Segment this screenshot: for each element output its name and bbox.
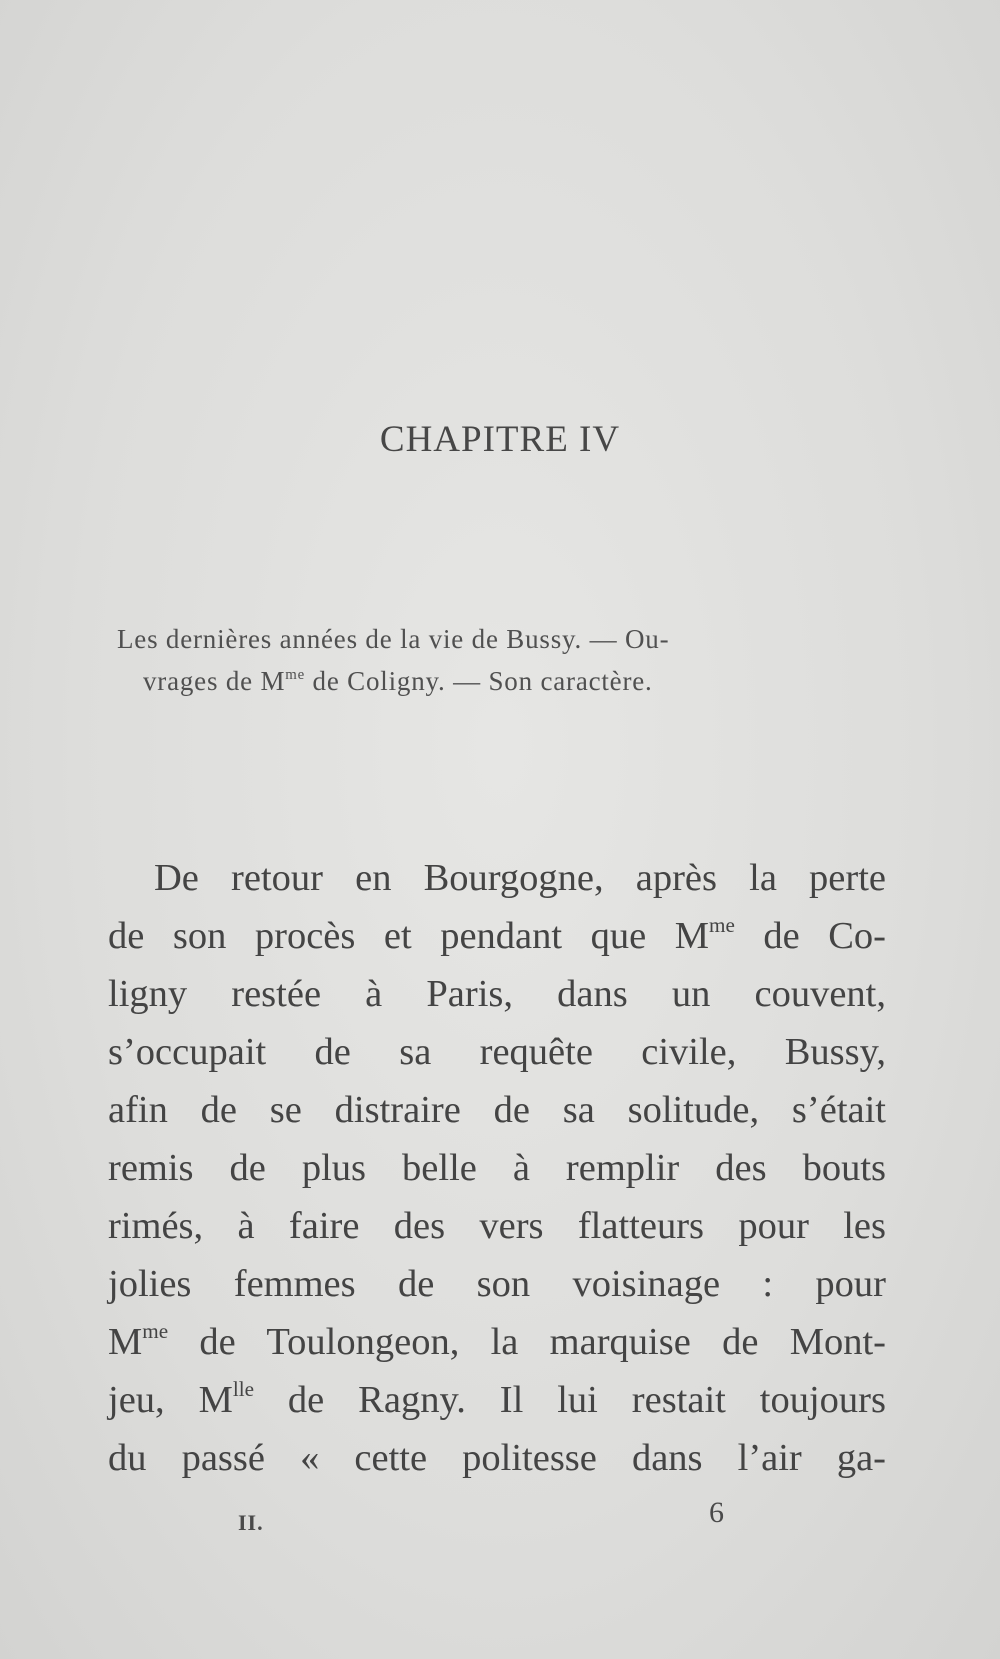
signature-mark: II. — [238, 1510, 264, 1535]
chapter-summary — [117, 618, 887, 702]
body-line: $M^{me}$ de Toulongeon, la marquise de Mont- — [108, 1319, 886, 1363]
summary-line: Les dernières années de la vie de Bussy. — Ou- — [117, 624, 670, 654]
body-line: rimés, à faire des vers flatteurs pour les — [108, 1205, 886, 1247]
body-line: s’occupait de sa requête civile, Bussy, — [108, 1031, 886, 1073]
body-line: remis de plus belle à remplir des bouts — [108, 1147, 886, 1189]
body-line: afin de se distraire de sa solitude, s’était — [108, 1089, 886, 1131]
page-footer — [0, 1496, 1000, 1536]
chapter-title: CHAPITRE IV — [379, 419, 621, 460]
body-line: De retour en Bourgogne, après la perte — [154, 857, 886, 899]
page-number: 6 — [709, 1496, 724, 1529]
body-line: de son procès et pendant que $M^{me}$ de Co- — [108, 913, 886, 957]
body-paragraph — [108, 849, 886, 1487]
summary-line: vrages de $M^{me}$ de Coligny. — Son caractère. — [143, 666, 653, 696]
body-line: du passé « cette politesse dans l’air ga- — [108, 1437, 886, 1479]
body-line: jeu, $M^{lle}$ de Ragny. Il lui restait toujours — [108, 1377, 886, 1421]
body-line: jolies femmes de son voisinage : pour — [108, 1263, 886, 1305]
body-line: ligny restée à Paris, dans un couvent, — [108, 973, 886, 1015]
